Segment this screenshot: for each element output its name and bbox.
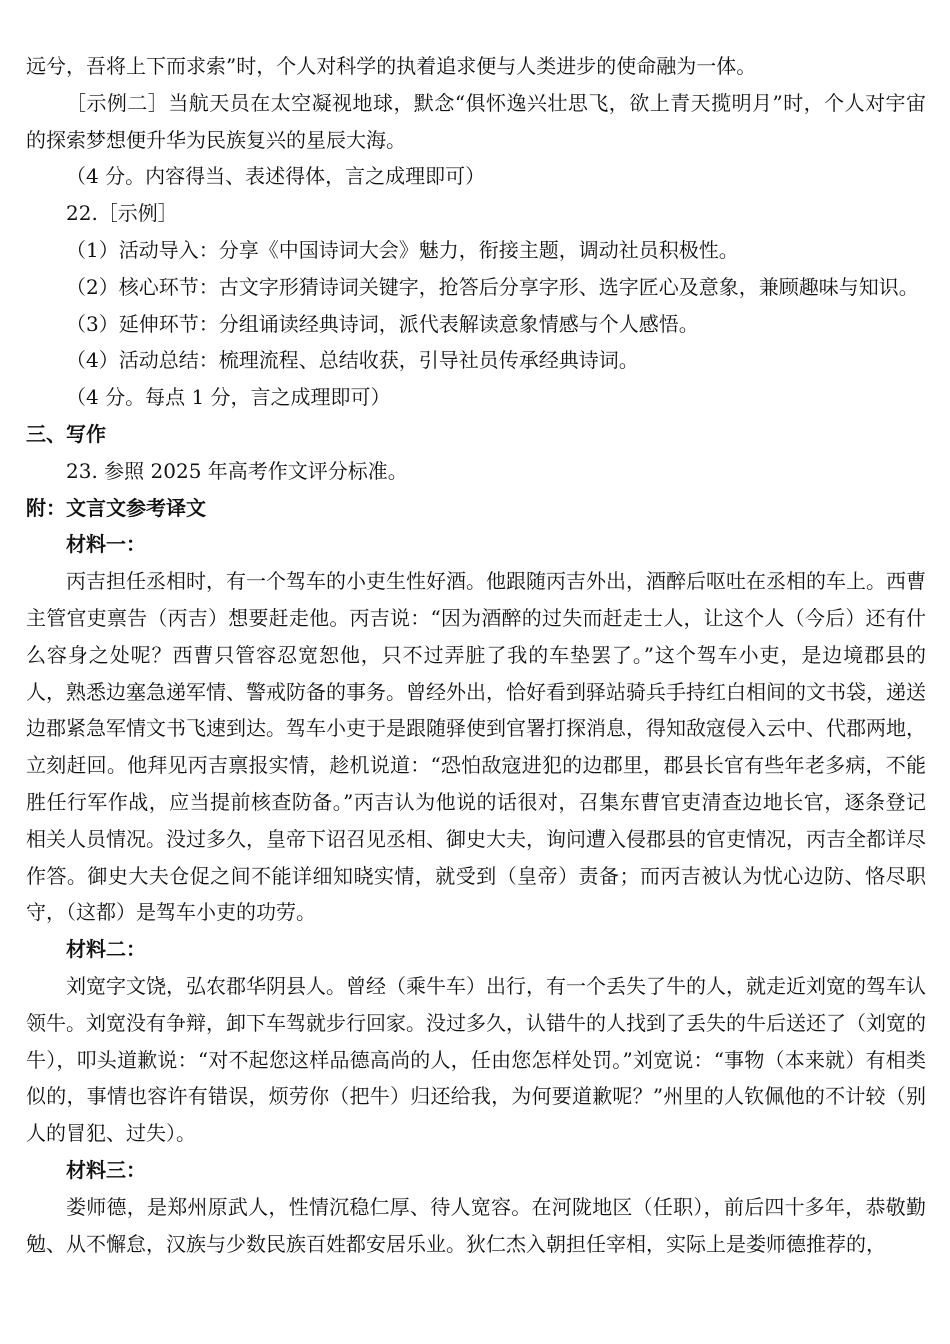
material-2-heading: 材料二： (66, 937, 146, 962)
question-22-item-2: （2）核心环节：古文字形猜诗词关键字，抢答后分享字形、选字匠心及意象，兼顾趣味与知识。 (66, 274, 919, 299)
example-two-paragraph: ［示例二］当航天员在太空凝视地球，默念“俱怀逸兴壮思飞，欲上青天揽明月”时，个人对宇宙的探索梦想便升华为民族复兴的星辰大海。 (26, 90, 926, 152)
score-note-22: （4 分。每点 1 分，言之成理即可） (66, 385, 391, 410)
question-23: 23. 参照 2025 年高考作文评分标准。 (66, 458, 408, 483)
appendix-heading: 附：文言文参考译文 (26, 495, 206, 520)
material-3-text: 娄师德，是郑州原武人，性情沉稳仁厚、待人宽容。在河陇地区（任职），前后四十多年，恭敬勤勉、从不懈怠，汉族与少数民族百姓都安居乐业。狄仁杰入朝担任宰相，实际上是娄师德推荐的， (26, 1194, 926, 1256)
paragraph-continuation: 远兮，吾将上下而求索”时，个人对科学的执着追求便与人类进步的使命融为一体。 (26, 54, 757, 78)
material-3-heading: 材料三： (66, 1157, 146, 1182)
material-1-text: 丙吉担任丞相时，有一个驾车的小吏生性好酒。他跟随丙吉外出，酒醉后呕吐在丞相的车上。西曹主管官吏禀告（丙吉）想要赶走他。丙吉说：“因为酒醉的过失而赶走士人，让这个人（今后）还有什么容身之处呢？西曹只管容忍宽恕他，只不过弄脏了我的车垫罢了。”这个驾车小吏，是边境郡县的人，熟悉边塞急递军情、警戒防备的事务。曾经外出，恰好看到驿站骑兵手持红白相间的文书袋，递送边郡紧急军情文书飞速到达。驾车小吏于是跟随驿使到官署打探消息，得知敌寇侵入云中、代郡两地，立刻赶回。他拜见丙吉禀报实情，趁机说道：“恐怕敌寇进犯的边郡里，郡县长官有些年老多病，不能胜任行军作战，应当提前核查防备。”丙吉认为他说的话很对，召集东曹官吏清查边地长官，逐条登记相关人员情况。没过多久，皇帝下诏召见丞相、御史大夫，询问遭入侵郡县的官吏情况，丙吉全都详尽作答。御史大夫仓促之间不能详细知晓实情，就受到（皇帝）责备；而丙吉被认为忧心边防、恪尽职守，（这都）是驾车小吏的功劳。 (26, 569, 926, 925)
question-22-item-1: （1）活动导入：分享《中国诗词大会》魅力，衔接主题，调动社员积极性。 (66, 237, 739, 262)
material-1-heading: 材料一： (66, 532, 146, 557)
question-22-item-3: （3）延伸环节：分组诵读经典诗词，派代表解读意象情感与个人感悟。 (66, 311, 699, 336)
answer-key-page (26, 48, 926, 1262)
question-22-item-4: （4）活动总结：梳理流程、总结收获，引导社员传承经典诗词。 (66, 348, 639, 373)
question-22-label: 22.［示例］ (66, 201, 178, 226)
material-2-text: 刘宽字文饶，弘农郡华阴县人。曾经（乘牛车）出行，有一个丢失了牛的人，就走近刘宽的驾车认领牛。刘宽没有争辩，卸下车驾就步行回家。没过多久，认错牛的人找到了丢失的牛后送还了（刘宽的牛），叩头道歉说：“对不起您这样品德高尚的人，任由您怎样处罚。”刘宽说：“事物（本来就）有相类似的，事情也容许有错误，烦劳你（把牛）归还给我，为何要道歉呢？”州里的人钦佩他的不计较（别人的冒犯、过失）。 (26, 973, 926, 1146)
section-writing-heading: 三、写作 (26, 421, 106, 446)
score-note-21: （4 分。内容得当、表述得体，言之成理即可） (66, 164, 486, 189)
